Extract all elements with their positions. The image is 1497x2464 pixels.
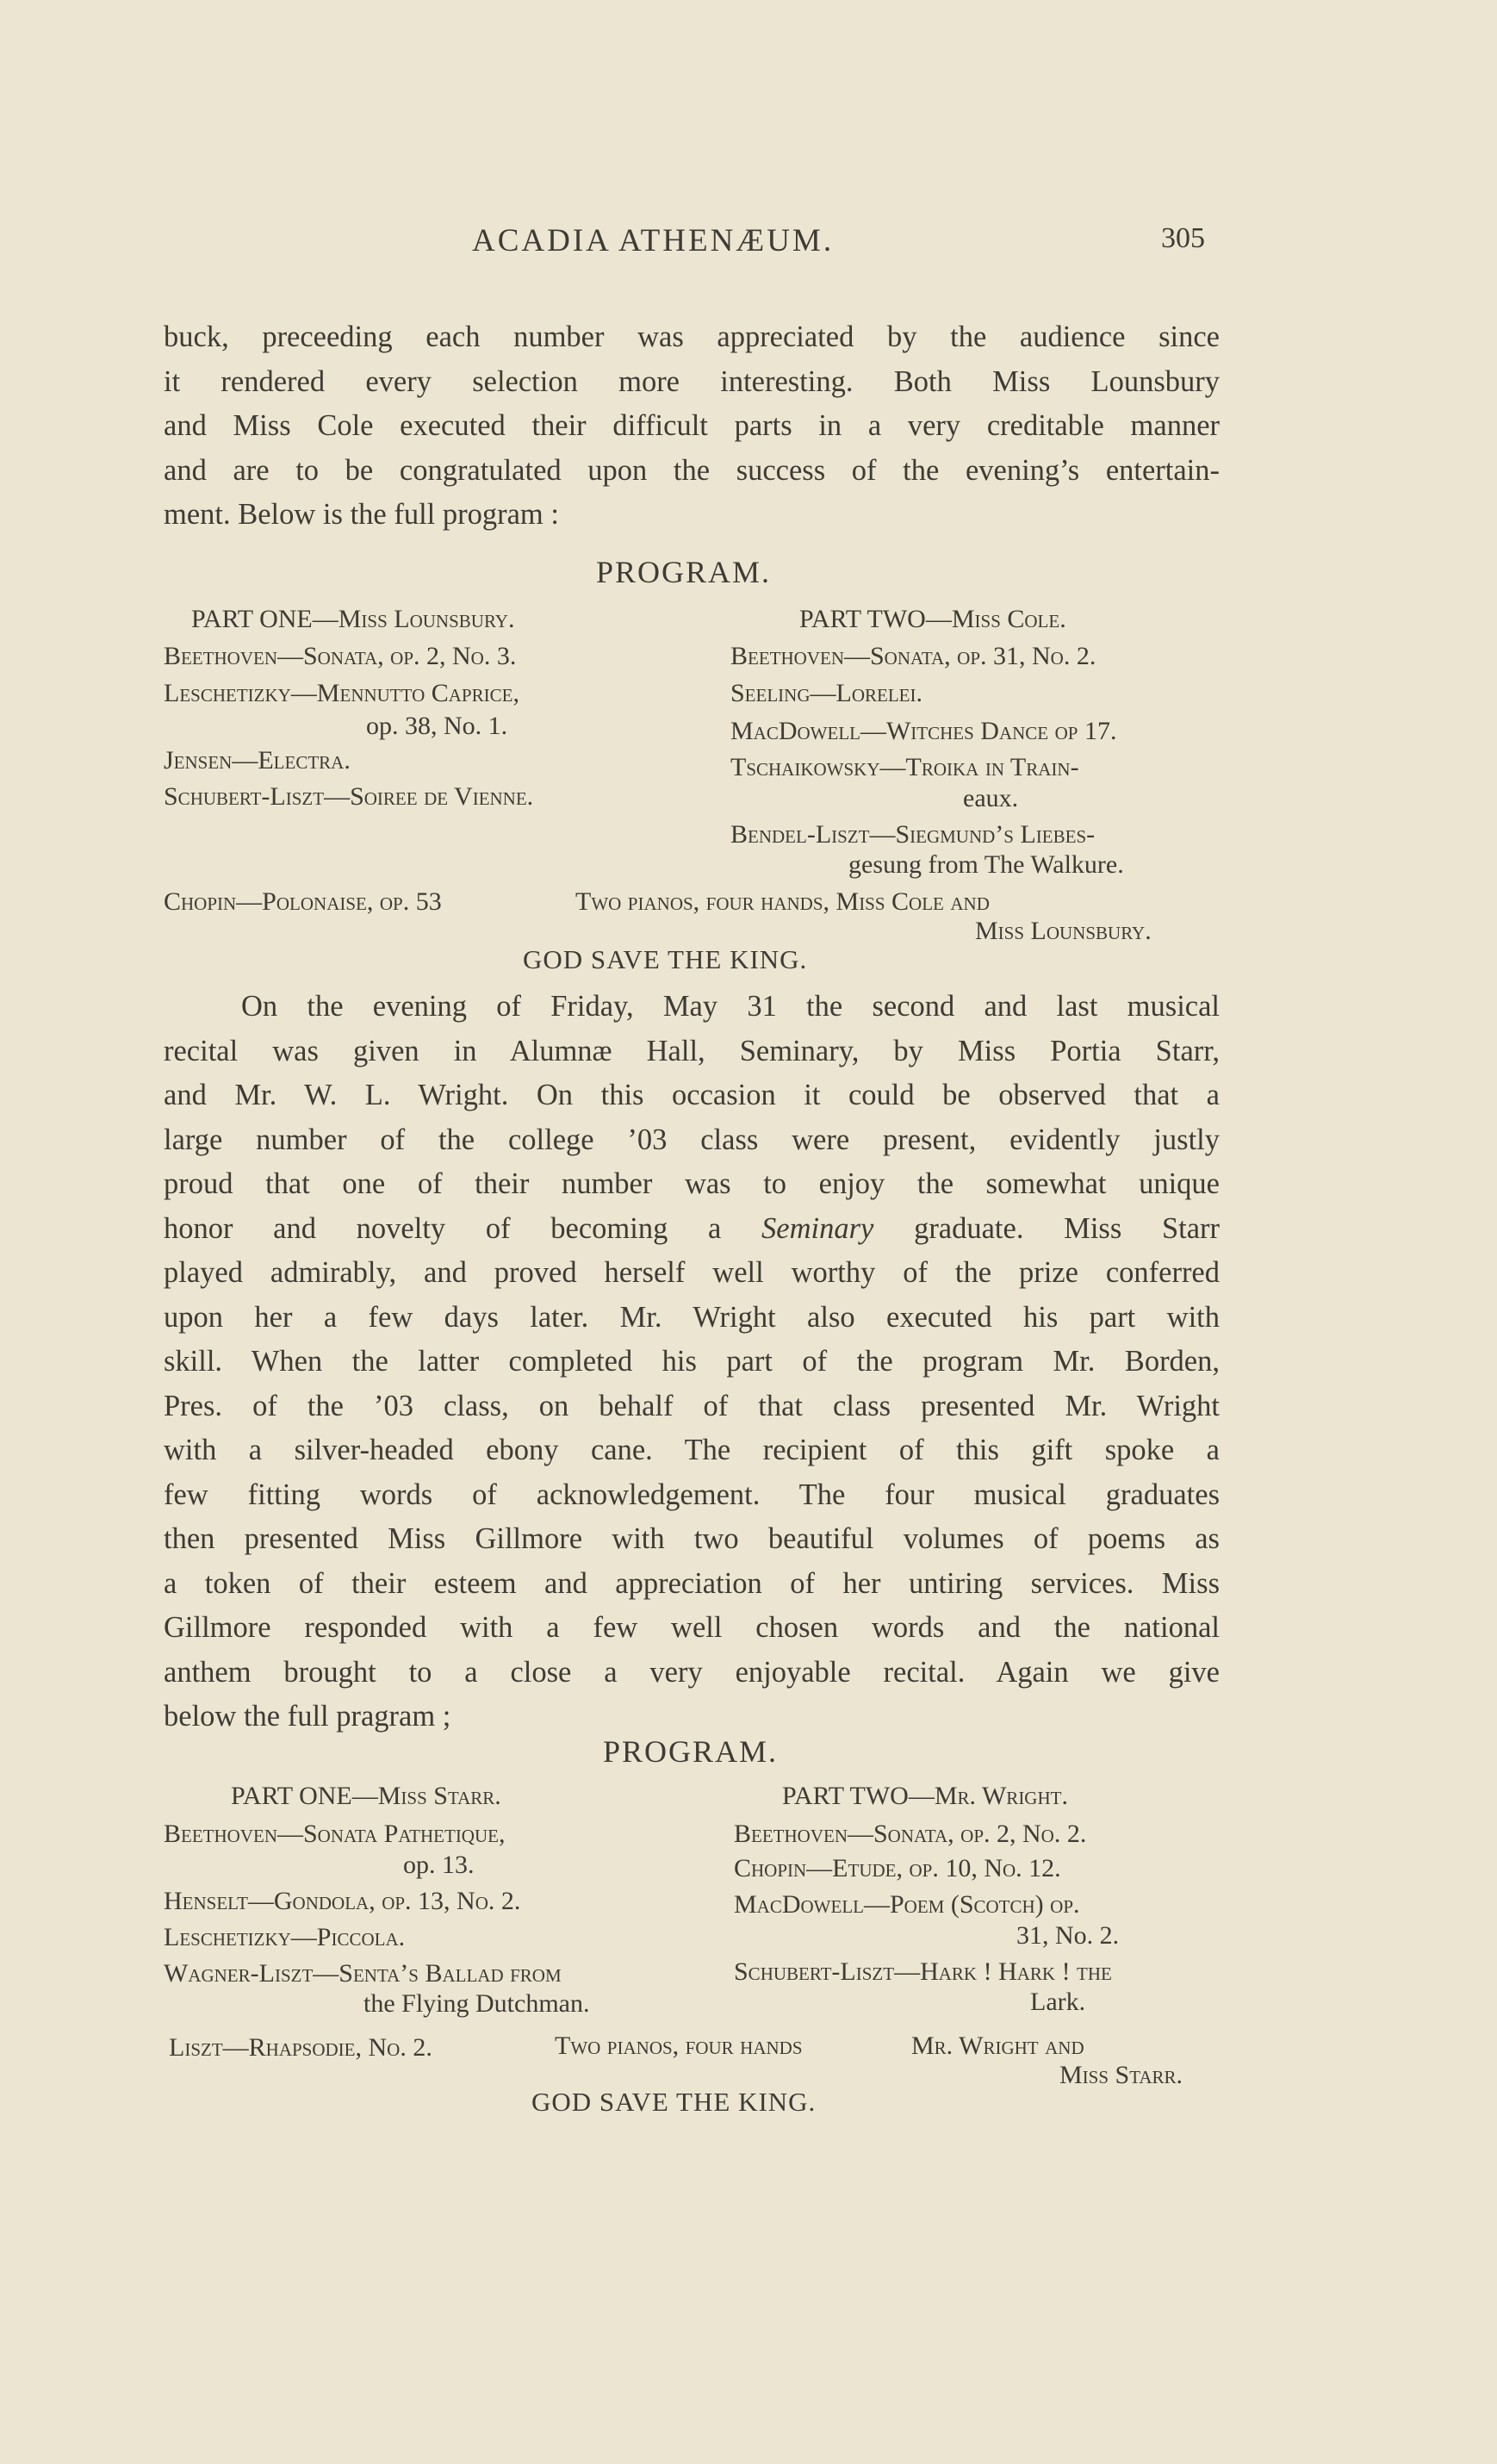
program-item: MacDowell—Poem (Scotch) op. — [734, 1890, 1080, 1919]
program-item: Beethoven—Sonata Pathetique, — [164, 1820, 506, 1848]
program-item-continuation: eaux. — [963, 784, 1019, 812]
text-segment: graduate. Miss Starr — [914, 1211, 1221, 1245]
text-line: skill. When the latter completed his part of the program Mr. Borden, — [164, 1345, 1220, 1378]
opening-paragraph — [164, 315, 1220, 538]
text-line: ment. Below is the full program : — [164, 498, 559, 531]
text-line: a token of their esteem and appreciation of her untiring services. Miss — [164, 1566, 1220, 1600]
program-item: Bendel-Liszt—Siegmund’s Liebes- — [730, 820, 1096, 849]
text-line: few fitting words of acknowledgement. The four musical graduates — [164, 1478, 1220, 1511]
text-segment: honor and novelty of becoming a — [164, 1211, 722, 1245]
text-line — [164, 1207, 1220, 1252]
text-line: anthem brought to a close a very enjoyable recital. Again we give — [164, 1655, 1220, 1689]
text-line: then presented Miss Gillmore with two beautiful volumes of poems as — [164, 1522, 1220, 1555]
program-item: Schubert-Liszt—Hark ! Hark ! the — [734, 1957, 1112, 1986]
program-item: Beethoven—Sonata, op. 31, No. 2. — [730, 642, 1096, 670]
program-item: Leschetizky—Piccola. — [164, 1923, 406, 1951]
program-item-continuation: gesung from The Walkure. — [848, 850, 1124, 879]
text-line: upon her a few days later. Mr. Wright also executed his part with — [164, 1300, 1220, 1334]
finale-performers: Two pianos, four hands, Miss Cole and — [575, 887, 990, 916]
program-heading: PROGRAM. — [603, 1734, 779, 1769]
program-item-continuation: op. 13. — [403, 1851, 475, 1879]
text-line: On the evening of Friday, May 31 the second and last musical — [241, 990, 1220, 1023]
text-line: and Miss Cole executed their difficult parts in a very creditable manner — [164, 409, 1220, 442]
program-item: Wagner-Liszt—Senta’s Ballad from — [164, 1959, 562, 1988]
program-item: Jensen—Electra. — [164, 746, 351, 775]
closing-anthem: GOD SAVE THE KING. — [531, 2087, 817, 2117]
program-item: Leschetizky—Mennutto Caprice, — [164, 679, 519, 707]
program-item: Schubert-Liszt—Soiree de Vienne. — [164, 782, 534, 811]
program-item: Henselt—Gondola, op. 13, No. 2. — [164, 1887, 521, 1915]
part-one-title: PART ONE—Miss Starr. — [231, 1782, 501, 1810]
text-line: with a silver-headed ebony cane. The recipient of this gift spoke a — [164, 1434, 1220, 1466]
emphasized-word: Seminary — [761, 1211, 874, 1245]
program-heading: PROGRAM. — [596, 555, 772, 589]
finale-performers: Miss Lounsbury. — [975, 917, 1152, 945]
program-item-continuation: the Flying Dutchman. — [363, 1989, 590, 2018]
part-two-title: PART TWO—Miss Cole. — [799, 605, 1066, 633]
text-line: recital was given in Alumnæ Hall, Seminary, by Miss Portia Starr, — [164, 1034, 1220, 1067]
finale-performers: Mr. Wright and — [911, 2032, 1084, 2060]
finale-performers: Miss Starr. — [1059, 2061, 1183, 2089]
text-line: proud that one of their number was to enjoy the somewhat unique — [164, 1167, 1220, 1200]
program-item-continuation: Lark. — [1030, 1988, 1086, 2016]
program-item: Tschaikowsky—Troika in Train- — [730, 753, 1079, 781]
text-line: Gillmore responded with a few well chosen words and the national — [164, 1611, 1220, 1644]
text-line: and Mr. W. L. Wright. On this occasion it could be observed that a — [164, 1079, 1220, 1111]
program-item: Chopin—Etude, op. 10, No. 12. — [734, 1854, 1061, 1882]
program-item: Seeling—Lorelei. — [730, 679, 922, 707]
text-line: it rendered every selection more interesting. Both Miss Lounsbury — [164, 364, 1220, 398]
program-item: Beethoven—Sonata, op. 2, No. 3. — [164, 642, 517, 670]
text-line: large number of the college ’03 class were present, evidently justly — [164, 1123, 1220, 1156]
finale-performers: Two pianos, four hands — [555, 2032, 803, 2060]
text-line: Pres. of the ’03 class, on behalf of that class presented Mr. Wright — [164, 1389, 1220, 1422]
page-number: 305 — [1161, 222, 1205, 254]
program-item: MacDowell—Witches Dance op 17. — [730, 717, 1117, 745]
program-item-continuation: op. 38, No. 1. — [366, 712, 508, 740]
program-item-continuation: 31, No. 2. — [1016, 1921, 1120, 1950]
text-line: and are to be congratulated upon the success of the evening’s entertain- — [164, 453, 1220, 487]
closing-anthem: GOD SAVE THE KING. — [523, 944, 808, 974]
part-one-title: PART ONE—Miss Lounsbury. — [191, 605, 515, 633]
finale-piece: Chopin—Polonaise, op. 53 — [164, 887, 442, 916]
finale-piece: Liszt—Rhapsodie, No. 2. — [169, 2033, 432, 2062]
text-line: played admirably, and proved herself well worthy of the prize conferred — [164, 1256, 1220, 1289]
text-line: below the full pragram ; — [164, 1700, 451, 1733]
program-item: Beethoven—Sonata, op. 2, No. 2. — [734, 1820, 1087, 1848]
text-line: buck, preceeding each number was appreciated by the audience since — [164, 320, 1220, 353]
recital-paragraph — [164, 985, 1220, 1739]
part-two-title: PART TWO—Mr. Wright. — [782, 1782, 1068, 1810]
running-head-title: ACADIA ATHENÆUM. — [472, 223, 835, 258]
